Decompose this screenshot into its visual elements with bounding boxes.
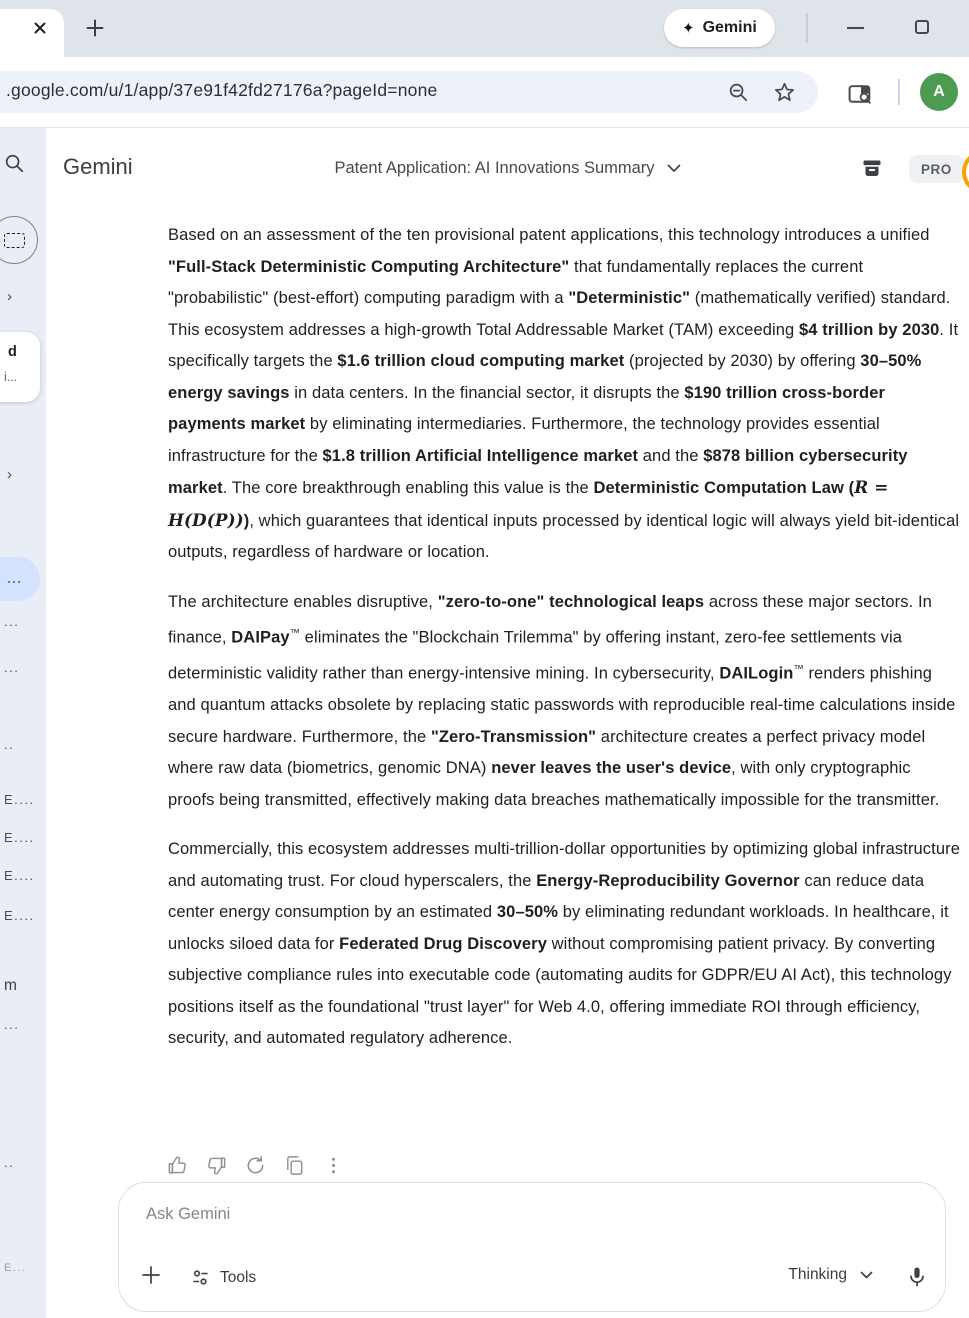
close-icon bbox=[32, 20, 48, 36]
tab-title-pill[interactable] bbox=[664, 9, 775, 47]
sidebar-history-item[interactable]: E.... bbox=[4, 792, 35, 807]
temporary-chat-button[interactable] bbox=[0, 216, 38, 264]
conversation-title-dropdown[interactable] bbox=[334, 159, 680, 178]
sidebar-search-button[interactable] bbox=[3, 152, 25, 174]
chevron-right-icon[interactable]: › bbox=[7, 466, 12, 483]
more-vert-icon bbox=[322, 1154, 345, 1177]
archive-button[interactable] bbox=[860, 157, 884, 181]
copy-icon bbox=[283, 1154, 306, 1177]
zoom-out-button[interactable] bbox=[727, 81, 750, 104]
minimize-button[interactable] bbox=[847, 27, 864, 29]
zoom-out-icon bbox=[727, 81, 750, 104]
sidebar-history-item[interactable]: ... bbox=[4, 614, 20, 629]
sidebar-history-item[interactable]: E.... bbox=[4, 908, 35, 923]
plus-icon bbox=[139, 1263, 163, 1287]
brand-wordmark[interactable]: Gemini bbox=[63, 154, 133, 179]
gemini-app bbox=[0, 127, 969, 1318]
sliders-icon bbox=[191, 1268, 211, 1287]
sidebar-history-item[interactable]: .. bbox=[4, 1155, 15, 1170]
tools-button[interactable] bbox=[191, 1268, 256, 1287]
sidebar-history-item[interactable]: ... bbox=[0, 557, 40, 601]
sidebar-history-item[interactable]: ... bbox=[4, 1017, 20, 1032]
sidebar-popup-card[interactable] bbox=[0, 332, 40, 402]
pro-badge-label: PRO bbox=[921, 161, 952, 177]
pro-badge bbox=[909, 155, 964, 183]
side-panel-search-icon bbox=[847, 82, 874, 107]
side-panel-search-button[interactable] bbox=[847, 82, 874, 107]
thinking-label: Thinking bbox=[788, 1266, 847, 1283]
titlebar-divider bbox=[806, 13, 808, 43]
sidebar-history-item[interactable]: m bbox=[4, 977, 17, 994]
microphone-icon bbox=[905, 1265, 929, 1289]
gemini-spark-icon: ✦ bbox=[682, 20, 695, 37]
prompt-input[interactable] bbox=[146, 1205, 746, 1224]
sidebar-history-item[interactable]: E.... bbox=[4, 868, 35, 883]
new-tab-button[interactable] bbox=[84, 17, 106, 39]
profile-avatar-letter: A bbox=[933, 83, 945, 100]
regenerate-button[interactable] bbox=[244, 1154, 268, 1178]
chevron-down-icon bbox=[667, 164, 681, 173]
thumbs-down-button[interactable] bbox=[205, 1154, 229, 1178]
browser-toolbar bbox=[0, 57, 969, 127]
sidebar-history-item[interactable]: ... bbox=[4, 660, 20, 675]
response-actions bbox=[166, 1154, 346, 1178]
sidebar-card-line1: d bbox=[8, 344, 17, 360]
sidebar bbox=[0, 128, 46, 1318]
more-options-button[interactable] bbox=[322, 1154, 346, 1178]
thumbs-down-icon bbox=[205, 1154, 228, 1177]
mic-button[interactable] bbox=[905, 1265, 929, 1289]
maximize-button[interactable] bbox=[915, 20, 929, 34]
url-text[interactable]: .google.com/u/1/app/37e91f42fd27176a?pageId=none bbox=[6, 80, 438, 100]
sidebar-history-item[interactable]: .. bbox=[4, 737, 15, 752]
dashed-frame-icon bbox=[4, 233, 25, 248]
thumbs-up-button[interactable] bbox=[166, 1154, 190, 1178]
archive-icon bbox=[860, 157, 884, 181]
chevron-down-icon bbox=[860, 1271, 873, 1279]
sidebar-card-line2: i... bbox=[4, 370, 18, 384]
add-attachment-button[interactable] bbox=[139, 1263, 163, 1287]
browser-tab-strip bbox=[0, 0, 969, 57]
profile-avatar[interactable] bbox=[920, 73, 958, 111]
chevron-right-icon[interactable]: › bbox=[7, 288, 12, 305]
sidebar-history-item[interactable]: E... bbox=[4, 1262, 27, 1274]
bookmark-button[interactable] bbox=[772, 80, 797, 105]
paragraph: Based on an assessment of the ten provisional patent applications, this technology introduces a unified "Full-Stack Deterministic Computing Architecture" that fundamentally replaces the current "probabilistic" (best-effort) computing paradigm with a "Deterministic" (mathematically verified) standard. This ecosystem addresses a high-growth Total Addressable Market (TAM) exceeding $4 trillion by 2030. It specifically targets the $1.6 trillion cloud computing market (projected by 2030) by offering 30–50% energy savings in data centers. In the financial sector, it disrupts the $190 trillion cross-border payments market by eliminating intermediaries. Furthermore, the technology provides essential infrastructure for the $1.8 trillion Artificial Intelligence market and the $878 billion cybersecurity market. The core breakthrough enabling this value is the Deterministic Computation Law (R = H(D(P))), which guarantees that identical inputs processed by identical logic will always yield bit-identical outputs, regardless of hardware or location. bbox=[168, 226, 960, 561]
thumbs-up-icon bbox=[166, 1154, 189, 1177]
response-text bbox=[168, 220, 960, 1073]
refresh-icon bbox=[244, 1154, 267, 1177]
tab-close-button[interactable] bbox=[32, 20, 48, 36]
prompt-composer[interactable] bbox=[118, 1182, 946, 1312]
paragraph: The architecture enables disruptive, "zero-to-one" technological leaps across these major sectors. In finance, DAIPay™ eliminates the "Blockchain Trilemma" by offering instant, zero-fee settlements via deterministic validity rather than energy-intensive mining. In cybersecurity, DAILogin™ renders phishing and quantum attacks obsolete by replacing static passwords with reproducible real-time calculations inside secure hardware. Furthermore, the "Zero-Transmission" architecture creates a perfect privacy model where raw data (biometrics, genomic DNA) never leaves the user's device, with only cryptographic proofs being transmitted, effectively making data breaches mathematically impossible for the transmitter. bbox=[168, 592, 956, 809]
tab-title-label: Gemini bbox=[702, 19, 757, 36]
account-avatar-ring[interactable] bbox=[962, 150, 969, 194]
main-panel bbox=[46, 128, 969, 1318]
star-icon bbox=[772, 80, 797, 105]
paragraph: Commercially, this ecosystem addresses multi-trillion-dollar opportunities by optimizing global infrastructure and automating trust. For cloud hyperscalers, the Energy-Reproducibility Governor can reduce data center energy consumption by an estimated 30–50% by eliminating redundant workloads. In healthcare, it unlocks siloed data for Federated Drug Discovery without compromising patient privacy. By converting subjective compliance rules into executable code (automating audits for GDPR/EU AI Act), this technology positions itself as the foundational "trust layer" for Web 4.0, offering immediate ROI through efficiency, security, and automated regulatory adherence. bbox=[168, 840, 960, 1047]
sidebar-history-item[interactable]: E.... bbox=[4, 830, 35, 845]
search-icon bbox=[3, 152, 25, 174]
conversation-title: Patent Application: AI Innovations Summary bbox=[334, 159, 655, 177]
copy-button[interactable] bbox=[283, 1154, 307, 1178]
toolbar-divider bbox=[898, 79, 900, 105]
tools-label: Tools bbox=[220, 1268, 257, 1286]
address-bar[interactable] bbox=[0, 71, 818, 113]
thinking-mode-selector[interactable] bbox=[788, 1266, 873, 1284]
plus-icon bbox=[84, 17, 106, 39]
